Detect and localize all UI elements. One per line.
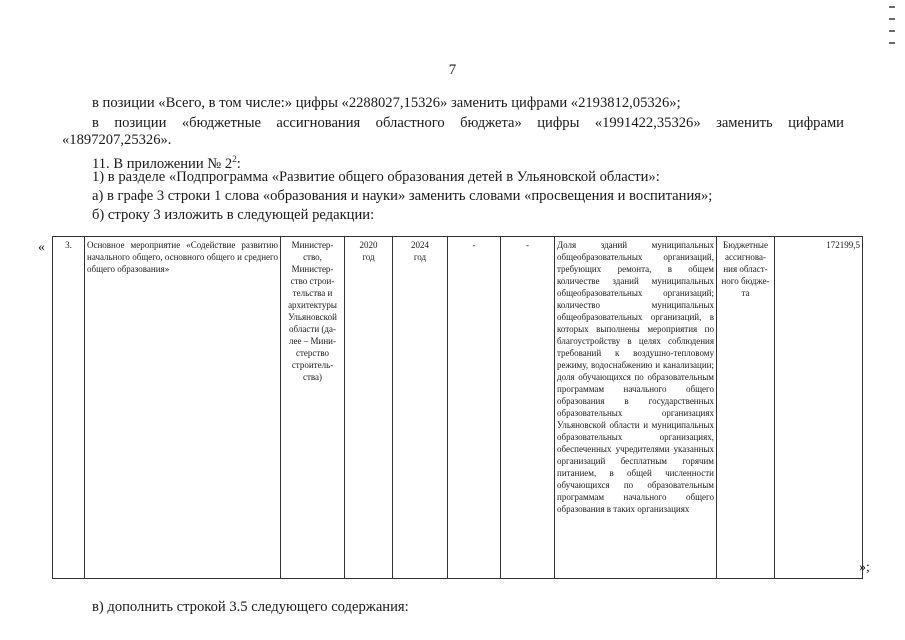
appendix-superscript: 2 [232, 154, 237, 164]
paragraph-budget-cont: «1897207,25326». [62, 132, 172, 148]
appendix-text: 11. В приложении № 2 [92, 155, 233, 172]
scan-corner-marks [885, 0, 899, 48]
appendix-colon: : [236, 155, 241, 172]
paragraph-section: 1) в разделе «Подпрограмма «Развитие общего образования детей в Ульяновской области»: [92, 169, 660, 185]
table-row [53, 237, 863, 579]
cell-year-end: 2024 год [393, 237, 448, 579]
cell-dash-2: - [501, 237, 555, 579]
paragraph-column3: а) в графе 3 строки 1 слова «образования и науки» заменить словами «просвещения и воспитания»; [92, 188, 713, 204]
quote-open: « [38, 240, 45, 255]
cell-funding-source: Бюджетные ассигнова- ния област- ного бюдже- та [717, 237, 775, 579]
cell-dash-1: - [448, 237, 501, 579]
cell-year-start: 2020 год [345, 237, 393, 579]
program-table [52, 236, 863, 579]
cell-activity-name: Основное мероприятие «Содействие развитию начального общего, основного общего и среднего общего образования» [85, 237, 281, 579]
paragraph-row3: б) строку 3 изложить в следующей редакции: [92, 207, 375, 223]
quote-close: »; [859, 560, 870, 575]
paragraph-add-row: в) дополнить строкой 3.5 следующего содержания: [92, 599, 409, 615]
page-number: 7 [448, 62, 457, 78]
cell-number: 3. [53, 237, 85, 579]
paragraph-budget: в позиции «бюджетные ассигнования областного бюджета» цифры «1991422,35326» заменить цифрами [92, 115, 844, 131]
cell-indicators: Доля зданий муниципальных общеобразовательных организаций, требующих ремонта, в общем количестве зданий муниципальных общеобразовательных организаций; количество муниципальных общеобразовательных организаций, в которых выполнены мероприятия по благоустройству в целях соблюдения требований к воздушно-тепловому режиму, водоснабжению и канализации; доля обучающихся по образовательным программам начального общего образования в государственных образовательных организациях Ульяновской области и муниципальных образовательных организациях, обеспеченных учредителями указанных организаций бесплатным горячим питанием, в общей численности обучающихся по образовательным программам начального общего образования в таких организациях [555, 237, 717, 579]
cell-amount: 172199,5 [775, 237, 863, 579]
paragraph-total: в позиции «Всего, в том числе:» цифры «2288027,15326» заменить цифрами «2193812,05326»; [92, 95, 681, 111]
cell-executor: Министер- ство, Министер- ство строи- тельства и архитектуры Ульяновской области (да- лее – Мини- стерство строитель- ства) [281, 237, 345, 579]
